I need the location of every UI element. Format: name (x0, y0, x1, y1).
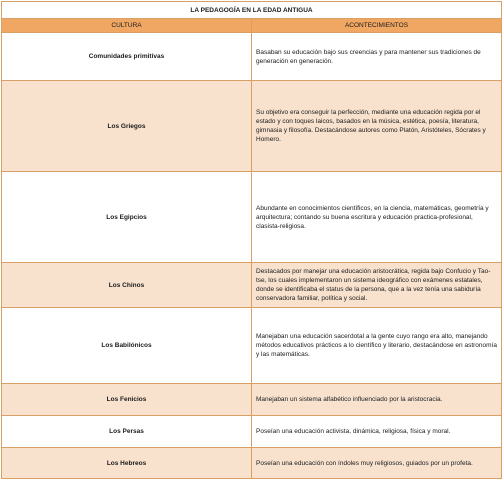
table-row (2, 33, 502, 81)
table-row (2, 384, 502, 416)
title-row (2, 2, 502, 19)
table-row (2, 81, 502, 172)
pedagogy-table (1, 1, 502, 479)
table-row (2, 416, 502, 448)
cultura-cell: Los Griegos (2, 81, 252, 172)
cultura-cell: Los Hebreos (2, 448, 252, 479)
table-title: LA PEDAGOGÍA EN LA EDAD ANTIGUA (2, 2, 502, 19)
table-row (2, 263, 502, 308)
acontecimiento-cell: Abundante en conocimientos científicos, en la ciencia, matemáticas, geometría y arquitectura; contando su buena escritura y educación practica-profesional, clasista-religiosa. (252, 172, 502, 263)
cultura-cell: Comunidades primitivas (2, 33, 252, 81)
cultura-cell: Los Egipcios (2, 172, 252, 263)
acontecimiento-cell: Manejaban una educación sacerdotal a la gente cuyo rango era alto, manejando métodos educativos prácticos a lo científico y literario, destacándose en astronomía y las matemáticas. (252, 308, 502, 384)
acontecimiento-cell: Destacados por manejar una educación aristocrática, regida bajo Confucio y Tao-tse, los cuales implementaron un sistema ideográfico con exámenes estatales, donde se identificaba el status de la persona, que a la vez tenía una sabiduría conservadora familiar, política y social. (252, 263, 502, 308)
cultura-cell: Los Persas (2, 416, 252, 448)
header-acontecimientos: ACONTECIMIENTOS (252, 19, 502, 33)
table-row (2, 308, 502, 384)
header-row (2, 19, 502, 33)
acontecimiento-cell: Poseían una educación con índoles muy religiosos, guiados por un profeta. (252, 448, 502, 479)
cultura-cell: Los Chinos (2, 263, 252, 308)
acontecimiento-cell: Basaban su educación bajo sus creencias y para mantener sus tradiciones de generación en generación. (252, 33, 502, 81)
table-row (2, 448, 502, 479)
acontecimiento-cell: Poseían una educación activista, dinámica, religiosa, física y moral. (252, 416, 502, 448)
table-row (2, 172, 502, 263)
header-cultura: CULTURA (2, 19, 252, 33)
cultura-cell: Los Babilónicos (2, 308, 252, 384)
acontecimiento-cell: Manejaban un sistema alfabético influenciado por la aristocracia. (252, 384, 502, 416)
acontecimiento-cell: Su objetivo era conseguir la perfección, mediante una educación regida por el estado y con toques laicos, basados en la música, estética, poesía, literatura, gimnasia y filosofía. Destacándose autores como Platón, Aristóteles, Sócrates y Homero. (252, 81, 502, 172)
cultura-cell: Los Fenicios (2, 384, 252, 416)
